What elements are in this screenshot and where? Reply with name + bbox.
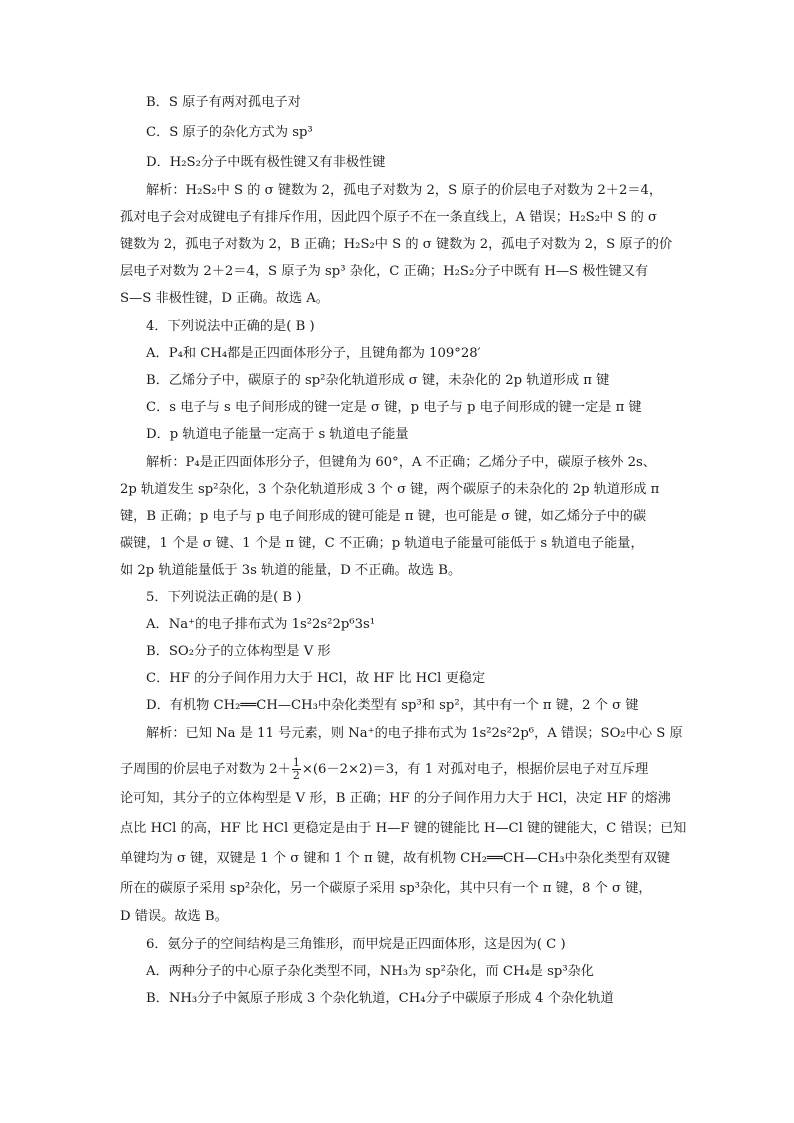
q3-option-d: D．H₂S₂分子中既有极性键又有非极性键	[146, 155, 386, 170]
q5-explanation-fraction-line	[120, 757, 648, 782]
q5-explanation-line: 解析：已知 Na 是 11 号元素，则 Na⁺的电子排布式为 1s²2s²2p⁶，A 错误；SO₂中心 S 原	[146, 726, 683, 741]
q4-explanation-line: 解析：P₄是正四面体形分子，但键角为 60°，A 不正确；乙烯分子中，碳原子核外 2s、	[146, 455, 656, 470]
q3-option-b: B．S 原子有两对孤电子对	[146, 95, 301, 110]
fraction	[292, 757, 301, 782]
q4-explanation-line: 2p 轨道发生 sp²杂化，3 个杂化轨道形成 3 个 σ 键，两个碳原子的未杂化的 2p 轨道形成 π	[120, 482, 660, 497]
q6-option-a: A．两种分子的中心原子杂化类型不同，NH₃为 sp²杂化，而 CH₄是 sp³杂化	[146, 964, 594, 979]
fraction-numerator: 1	[292, 756, 300, 769]
q5-option-b: B．SO₂分子的立体构型是 V 形	[146, 644, 331, 659]
q5-explanation-line: D 错误。故选 B。	[120, 909, 228, 924]
q3-option-c: C．S 原子的杂化方式为 sp³	[146, 125, 313, 140]
q4-explanation-line: 碳键，1 个是 σ 键、1 个是 π 键，C 不正确；p 轨道电子能量可能低于 s 轨道电子能量，	[120, 536, 644, 551]
q5-option-c: C．HF 的分子间作用力大于 HCl，故 HF 比 HCl 更稳定	[146, 671, 486, 686]
q4-stem: 4．下列说法中正确的是( B )	[146, 319, 315, 334]
q5-option-a: A．Na⁺的电子排布式为 1s²2s²2p⁶3s¹	[146, 617, 376, 632]
q5-explanation-line: 点比 HCl 的高，HF 比 HCl 更稳定是由于 H—F 键的键能比 H—Cl 键的键能大，C 错误；已知	[120, 821, 687, 836]
q4-option-c: C．s 电子与 s 电子间形成的键一定是 σ 键，p 电子与 p 电子间形成的键一定是 π 键	[146, 400, 642, 415]
q5-option-d: D．有机物 CH₂══CH—CH₃中杂化类型有 sp³和 sp²，其中有一个 π 键，2 个 σ 键	[146, 698, 639, 713]
q3-explanation-line: S—S 非极性键，D 正确。故选 A。	[120, 291, 329, 306]
q5-explanation-text: 子周围的价层电子对数为 2＋	[120, 762, 291, 777]
q5-explanation-line: 论可知，其分子的立体构型是 V 形，B 正确；HF 的分子间作用力大于 HCl，决定 HF 的熔沸	[120, 791, 671, 806]
q4-explanation-line: 如 2p 轨道能量低于 3s 轨道的能量，D 不正确。故选 B。	[120, 563, 462, 578]
fraction-denominator: 2	[292, 769, 300, 782]
q4-explanation-line: 键，B 正确；p 电子与 p 电子间形成的键可能是 π 键，也可能是 σ 键，如乙烯分子中的碳	[120, 509, 647, 524]
q3-explanation-line: 解析：H₂S₂中 S 的 σ 键数为 2，孤电子对数为 2，S 原子的价层电子对数为 2＋2＝4，	[146, 183, 663, 198]
q3-explanation-line: 键数为 2，孤电子对数为 2，B 正确；H₂S₂中 S 的 σ 键数为 2，孤电子对数为 2，S 原子的价	[120, 237, 673, 252]
q3-explanation-line: 层电子对数为 2＋2＝4，S 原子为 sp³ 杂化，C 正确；H₂S₂分子中既有 H—S 极性键又有	[120, 264, 649, 279]
q5-explanation-line: 所在的碳原子采用 sp²杂化，另一个碳原子采用 sp³杂化，其中只有一个 π 键，8 个 σ 键，	[120, 881, 652, 896]
q5-explanation-text: ×(6－2×2)＝3，有 1 对孤对电子，根据价层电子对互斥理	[301, 762, 649, 777]
q6-stem: 6．氨分子的空间结构是三角锥形，而甲烷是正四面体形，这是因为( C )	[146, 937, 566, 952]
q5-stem: 5．下列说法正确的是( B )	[146, 590, 302, 605]
q3-explanation-line: 孤对电子会对成键电子有排斥作用，因此四个原子不在一条直线上，A 错误；H₂S₂中 S 的 σ	[120, 210, 657, 225]
q4-option-b: B．乙烯分子中，碳原子的 sp²杂化轨道形成 σ 键，未杂化的 2p 轨道形成 π 键	[146, 373, 610, 388]
q4-option-d: D．p 轨道电子能量一定高于 s 轨道电子能量	[146, 427, 409, 442]
q4-option-a: A．P₄和 CH₄都是正四面体形分子，且键角都为 109°28′	[146, 346, 481, 361]
q5-explanation-line: 单键均为 σ 键，双键是 1 个 σ 键和 1 个 π 键，故有机物 CH₂══CH—CH₃中杂化类型有双键	[120, 851, 671, 866]
q6-option-b: B．NH₃分子中氮原子形成 3 个杂化轨道，CH₄分子中碳原子形成 4 个杂化轨道	[146, 991, 614, 1006]
